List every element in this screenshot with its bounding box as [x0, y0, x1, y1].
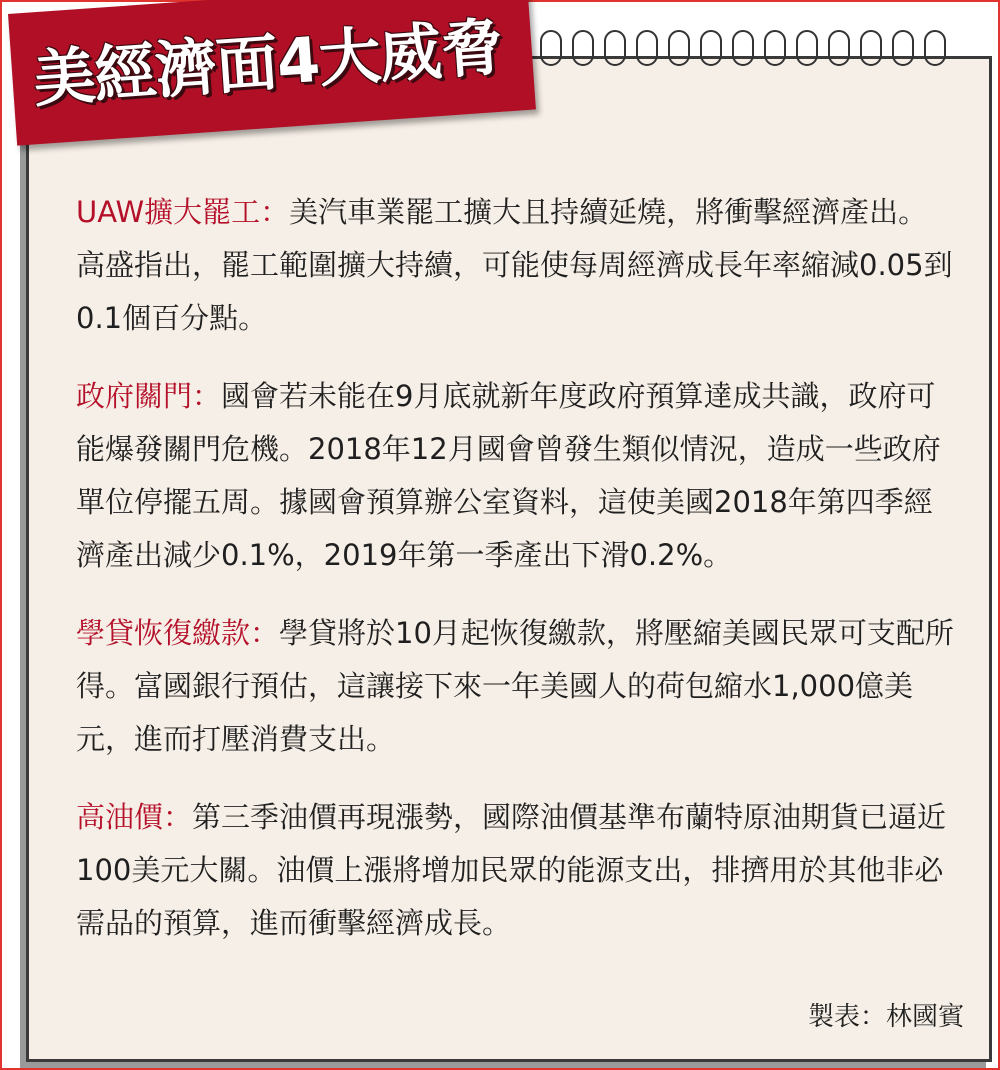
binding-ring — [764, 30, 786, 66]
spiral-binding — [540, 30, 946, 66]
binding-ring — [892, 30, 914, 66]
binding-ring — [860, 30, 882, 66]
threat-label: UAW擴大罷工： — [76, 195, 290, 229]
page-title: 美經濟面4大威脅 — [30, 10, 504, 116]
threat-item-shutdown — [76, 370, 956, 582]
binding-ring — [796, 30, 818, 66]
threat-label: 學貸恢復繳款： — [76, 616, 280, 650]
binding-ring — [700, 30, 722, 66]
binding-ring — [828, 30, 850, 66]
threat-item-strike — [76, 186, 956, 345]
threat-item-student-loans — [76, 607, 956, 766]
threat-text: 國會若未能在9月底就新年度政府預算達成共識，政府可能爆發關門危機。2018年12月國會曾發生類似情況，造成一些政府單位停擺五周。據國會預算辦公室資料，這使美國2018年第四季經濟產出減少0.1%，2019年第一季產出下滑0.2%。 — [76, 379, 941, 572]
threat-label: 高油價： — [76, 800, 193, 834]
binding-ring — [604, 30, 626, 66]
content-list — [76, 186, 956, 975]
binding-ring — [572, 30, 594, 66]
threat-text: 美汽車業罷工擴大且持續延燒，將衝擊經濟產出。高盛指出，罷工範圍擴大持續，可能使每周經濟成長年率縮減0.05到0.1個百分點。 — [76, 195, 953, 335]
binding-ring — [732, 30, 754, 66]
threat-text: 學貸將於10月起恢復繳款，將壓縮美國民眾可支配所得。富國銀行預估，這讓接下來一年美國人的荷包縮水1,000億美元，進而打壓消費支出。 — [76, 616, 954, 756]
binding-ring — [668, 30, 690, 66]
binding-ring — [636, 30, 658, 66]
binding-ring — [924, 30, 946, 66]
threat-item-oil-price — [76, 791, 956, 950]
threat-label: 政府關門： — [76, 379, 222, 413]
binding-ring — [540, 30, 562, 66]
source-credit: 製表：林國賓 — [807, 1002, 964, 1032]
threat-text: 第三季油價再現漲勢，國際油價基準布蘭特原油期貨已逼近100美元大關。油價上漲將增加民眾的能源支出，排擠用於其他非必需品的預算，進而衝擊經濟成長。 — [76, 800, 947, 940]
